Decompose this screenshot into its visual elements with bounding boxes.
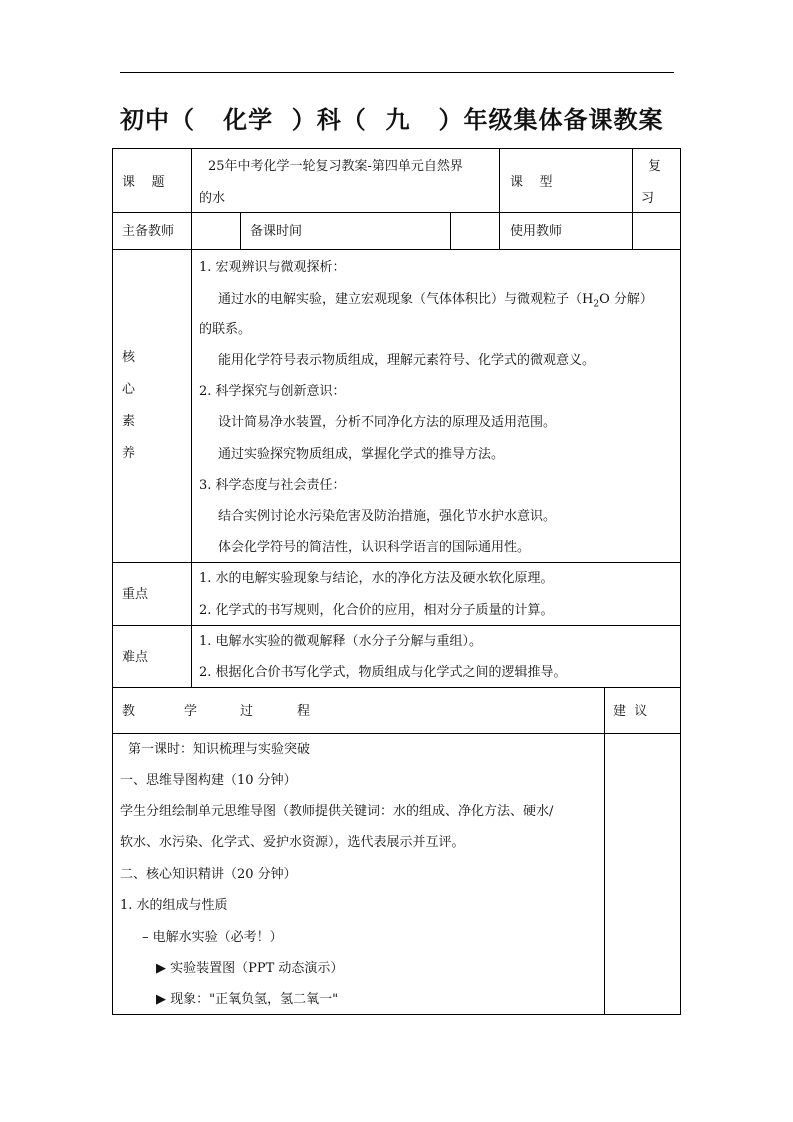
process-line: 二、核心知识精讲（20 分钟） <box>120 867 297 882</box>
type-value-cell <box>632 148 681 213</box>
process-line: 学生分组绘制单元思维导图（教师提供关键词：水的组成、净化方法、硬水/ <box>120 804 554 819</box>
type-label: 课 型 <box>510 175 553 190</box>
key-points-content-cell <box>191 562 681 626</box>
process-line: 一、思维导图构建（10 分钟） <box>120 773 297 788</box>
process-header-char: 程 <box>297 704 311 719</box>
lead-teacher-cell <box>112 212 192 250</box>
literacy-char-3: 素 <box>122 414 136 429</box>
type-char-2: 习 <box>641 191 655 206</box>
literacy-line-text: 通过水的电解实验，建立宏观现象（气体体积比）与微观粒子（H <box>218 292 594 307</box>
literacy-line: 1. 宏观辨识与微观探析： <box>199 260 346 275</box>
literacy-line: 结合实例讨论水污染危害及防治措施，强化节水护水意识。 <box>218 509 557 524</box>
process-header-char: 教 <box>122 704 136 719</box>
process-header-cell <box>112 687 605 734</box>
header-rule <box>120 72 674 73</box>
literacy-line: 体会化学符号的简洁性，认识科学语言的国际通用性。 <box>218 540 531 555</box>
difficulties-label-cell <box>112 625 192 688</box>
type-label-cell <box>499 148 633 213</box>
literacy-line: 设计简易净水装置，分析不同净化方法的原理及适用范围。 <box>218 415 557 430</box>
literacy-char-4: 养 <box>122 446 136 461</box>
type-char-1: 复 <box>648 159 662 174</box>
topic-line-1: 25年中考化学一轮复习教案-第四单元自然界 <box>208 159 463 174</box>
suggestion-header-cell <box>604 687 681 734</box>
suggestion-header: 建 议 <box>613 704 648 719</box>
suggestion-content-cell[interactable] <box>604 733 681 1015</box>
literacy-content-cell <box>191 249 681 563</box>
process-line: 第一课时：知识梳理与实验突破 <box>128 742 311 757</box>
difficulty-line: 1. 电解水实验的微观解释（水分子分解与重组）。 <box>199 634 483 649</box>
topic-value-cell <box>191 148 500 213</box>
literacy-line: 2. 科学探究与创新意识： <box>199 384 346 399</box>
use-teacher-cell <box>499 212 633 250</box>
key-point-line: 1. 水的电解实验现象与结论，水的净化方法及硬水软化原理。 <box>199 571 554 586</box>
prep-time-label: 备课时间 <box>250 224 303 239</box>
topic-label: 课 题 <box>122 175 165 190</box>
page-title: 初中（ 化学 ）科（ 九 ）年级集体备课教案 <box>120 106 664 134</box>
literacy-char-2: 心 <box>122 382 136 397</box>
prep-time-cell <box>240 212 451 250</box>
literacy-subscript: 2 <box>593 299 600 310</box>
topic-label-cell <box>112 148 192 213</box>
lead-teacher-value[interactable] <box>191 212 241 250</box>
process-header-char: 学 <box>184 704 198 719</box>
topic-line-2: 的水 <box>199 191 226 206</box>
literacy-char-1: 核 <box>122 350 136 365</box>
literacy-line <box>218 290 653 315</box>
process-line: 软水、水污染、化学式、爱护水资源），选代表展示并互评。 <box>120 835 465 850</box>
difficulty-line: 2. 根据化合价书写化学式，物质组成与化学式之间的逻辑推导。 <box>199 665 567 680</box>
lead-teacher-label: 主备教师 <box>122 224 175 239</box>
use-teacher-value[interactable] <box>632 212 681 250</box>
process-header-char: 过 <box>240 704 254 719</box>
process-line: – 电解水实验（必考！） <box>142 930 283 945</box>
process-line: 1. 水的组成与性质 <box>120 898 228 913</box>
use-teacher-label: 使用教师 <box>510 224 563 239</box>
literacy-line: 3. 科学态度与社会责任： <box>199 478 346 493</box>
literacy-line: 通过实验探究物质组成，掌握化学式的推导方法。 <box>218 447 505 462</box>
process-line: ▶ 实验装置图（PPT 动态演示） <box>156 961 344 976</box>
literacy-line-text: O 分解） <box>599 292 653 307</box>
literacy-line: 能用化学符号表示物质组成，理解元素符号、化学式的微观意义。 <box>218 353 596 368</box>
literacy-label-cell <box>112 249 192 563</box>
key-points-label-cell <box>112 562 192 626</box>
difficulties-content-cell <box>191 625 681 688</box>
process-content-cell <box>112 733 605 1015</box>
key-point-line: 2. 化学式的书写规则，化合价的应用，相对分子质量的计算。 <box>199 603 554 618</box>
literacy-line: 的联系。 <box>199 322 252 337</box>
key-points-label: 重点 <box>122 587 149 602</box>
process-line: ▶ 现象："正氧负氢，氢二氧一" <box>156 992 339 1007</box>
prep-time-value[interactable] <box>450 212 500 250</box>
difficulties-label: 难点 <box>122 650 149 665</box>
